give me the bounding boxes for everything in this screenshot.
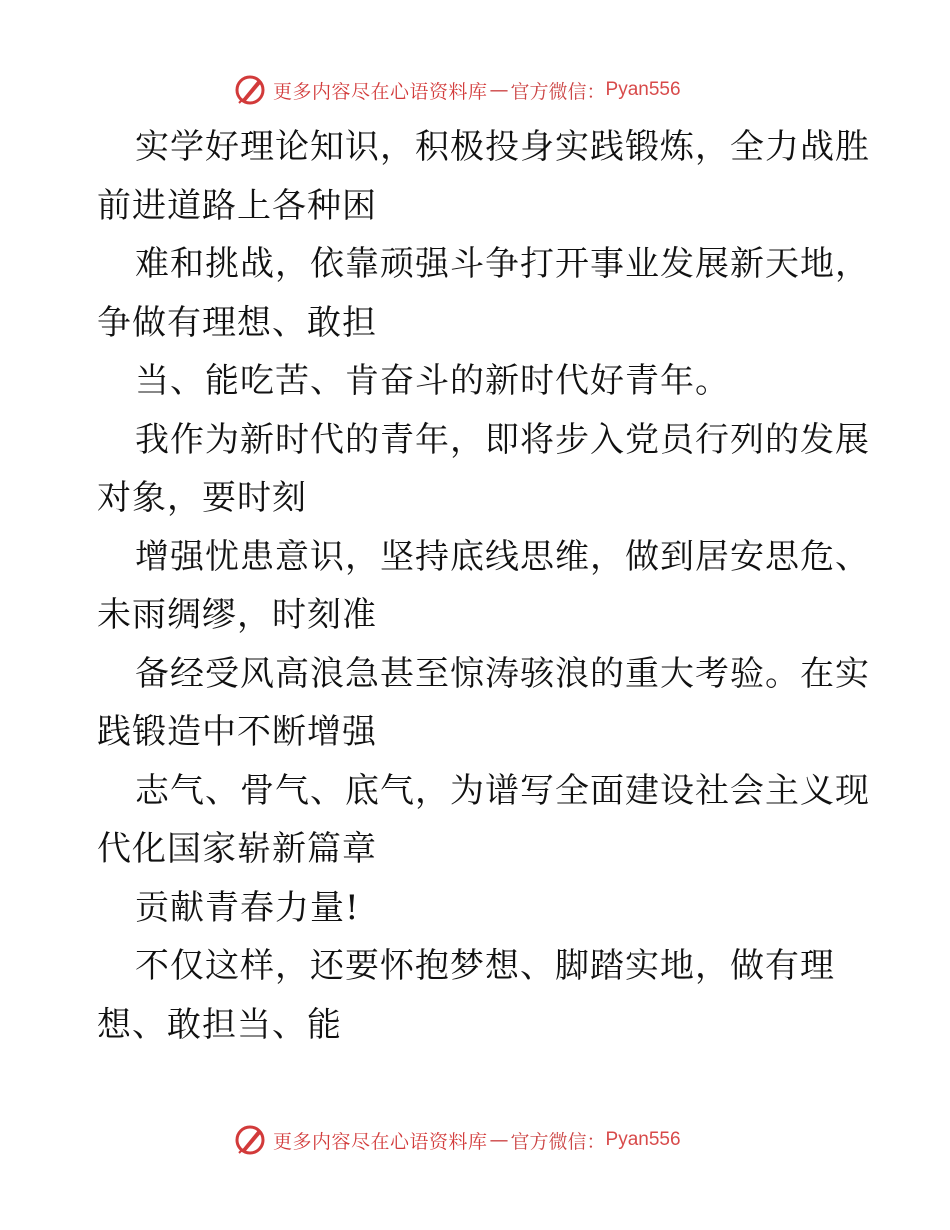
body-line: 我作为新时代的青年，即将步入党员行列的发展 [135, 419, 870, 460]
watermark-wechat-label: 官方微信： [510, 1130, 606, 1153]
body-line: 争做有理想、敢担 [97, 302, 377, 343]
quill-logo-icon [233, 73, 267, 107]
watermark-text: 更多内容尽在心语资料库 [273, 80, 488, 103]
watermark-separator: — [489, 1129, 509, 1151]
watermark-wechat-id: Pyan556 [605, 1129, 681, 1150]
body-line: 志气、骨气、底气，为谱写全面建设社会主义现 [135, 770, 870, 811]
watermark-separator: — [489, 79, 509, 101]
footer-watermark [233, 1120, 753, 1160]
watermark-wechat-id: Pyan556 [605, 79, 681, 100]
watermark-text: 更多内容尽在心语资料库 [273, 1130, 488, 1153]
body-line: 贡献青春力量! [135, 887, 360, 928]
body-line: 增强忧患意识，坚持底线思维，做到居安思危、 [135, 536, 870, 577]
body-line: 备经受风高浪急甚至惊涛骇浪的重大考验。在实 [135, 653, 870, 694]
body-line: 不仅这样，还要怀抱梦想、脚踏实地，做有理 [135, 946, 835, 986]
body-line: 当、能吃苦、肯奋斗的新时代好青年。 [135, 361, 730, 401]
body-line: 前进道路上各种困 [97, 185, 377, 226]
body-line: 难和挑战，依靠顽强斗争打开事业发展新天地， [135, 244, 870, 284]
body-line: 代化国家崭新篇章 [97, 829, 377, 869]
body-line: 践锻造中不断增强 [97, 712, 377, 752]
document-body [97, 118, 887, 1054]
body-line: 实学好理论知识，积极投身实践锻炼，全力战胜 [135, 127, 870, 167]
header-watermark [233, 70, 753, 110]
body-line: 想、敢担当、能 [97, 1004, 342, 1045]
quill-logo-icon [233, 1123, 267, 1157]
body-line: 对象，要时刻 [97, 478, 307, 518]
watermark-wechat-label: 官方微信： [510, 80, 606, 103]
body-line: 未雨绸缪，时刻准 [97, 595, 377, 635]
